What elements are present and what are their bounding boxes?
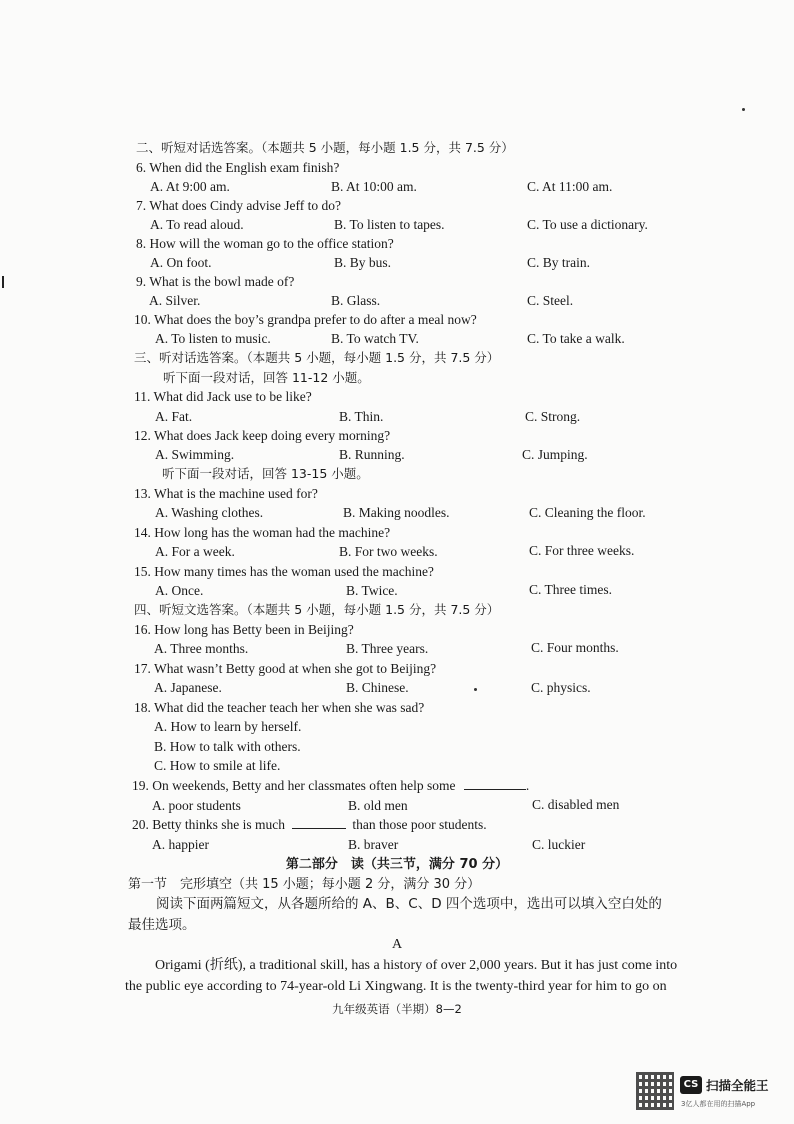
q18-option-a: A. How to learn by herself. xyxy=(154,719,302,734)
scan-speck xyxy=(474,688,477,691)
q19-option-c: C. disabled men xyxy=(532,797,620,812)
q11-option-c: C. Strong. xyxy=(525,409,581,424)
q11-option-b: B. Thin. xyxy=(339,409,384,424)
q20-option-b: B. braver xyxy=(348,837,399,852)
q13-option-b: B. Making noodles. xyxy=(343,505,450,520)
section4-heading: 四、听短文选答案。（本题共 5 小题，每小题 1.5 分，共 7.5 分） xyxy=(134,602,500,617)
question-10: 10. What does the boy’s grandpa prefer to do after a meal now? xyxy=(134,312,477,327)
part2-section1-heading: 第一节 完形填空（共 15 小题；每小题 2 分，满分 30 分） xyxy=(128,877,481,892)
q17-option-b: B. Chinese. xyxy=(346,680,409,695)
question-7: 7. What does Cindy advise Jeff to do? xyxy=(136,198,341,213)
q16-option-a: A. Three months. xyxy=(154,641,249,656)
camscanner-logo: CS xyxy=(680,1076,702,1094)
q17-option-c: C. physics. xyxy=(531,680,591,695)
q7-option-a: A. To read aloud. xyxy=(150,217,244,232)
camscanner-tagline: 3亿人都在用的扫描App xyxy=(681,1100,756,1108)
question-16: 16. How long has Betty been in Beijing? xyxy=(134,622,354,637)
section3-sub1: 听下面一段对话，回答 11-12 小题。 xyxy=(163,370,370,385)
q17-option-a: A. Japanese. xyxy=(154,680,222,695)
scan-speck xyxy=(742,108,745,111)
q12-option-c: C. Jumping. xyxy=(522,447,588,462)
question-20 xyxy=(132,816,487,833)
q20-option-a: A. happier xyxy=(152,837,209,852)
section2-heading: 二、听短对话选答案。（本题共 5 小题，每小题 1.5 分，共 7.5 分） xyxy=(136,140,514,155)
q11-option-a: A. Fat. xyxy=(155,409,193,424)
question-11: 11. What did Jack use to be like? xyxy=(134,389,312,404)
page-footer: 九年级英语（半期）8—2 xyxy=(332,1002,462,1016)
question-9: 9. What is the bowl made of? xyxy=(136,274,295,289)
camscanner-name: 扫描全能王 xyxy=(706,1078,769,1093)
question-15: 15. How many times has the woman used the machine? xyxy=(134,564,434,579)
qr-code-icon xyxy=(636,1072,674,1110)
q19-option-b: B. old men xyxy=(348,798,408,813)
q19-option-a: A. poor students xyxy=(152,798,241,813)
q14-option-a: A. For a week. xyxy=(155,544,235,559)
question-13: 13. What is the machine used for? xyxy=(134,486,318,501)
question-14: 14. How long has the woman had the machine? xyxy=(134,525,391,540)
q16-option-b: B. Three years. xyxy=(346,641,429,656)
scan-edge-mark xyxy=(2,276,4,288)
cloze-instruction-line1: 阅读下面两篇短文，从各题所给的 A、B、C、D 四个选项中，选出可以填入空白处的 xyxy=(156,896,662,912)
q9-option-b: B. Glass. xyxy=(331,293,381,308)
q19-end: . xyxy=(525,778,530,793)
q19-text: 19. On weekends, Betty and her classmates often help some xyxy=(132,778,456,793)
question-17: 17. What wasn’t Betty good at when she got to Beijing? xyxy=(134,661,437,676)
q20-end: than those poor students. xyxy=(352,817,487,832)
q13-option-a: A. Washing clothes. xyxy=(155,505,264,520)
section3-sub2: 听下面一段对话，回答 13-15 小题。 xyxy=(162,466,369,481)
q7-option-b: B. To listen to tapes. xyxy=(334,217,445,232)
passage-label: A xyxy=(391,937,403,952)
q15-option-a: A. Once. xyxy=(155,583,204,598)
question-19 xyxy=(132,777,529,794)
q8-option-a: A. On foot. xyxy=(150,255,212,270)
q15-option-b: B. Twice. xyxy=(346,583,398,598)
q8-option-b: B. By bus. xyxy=(334,255,392,270)
question-12: 12. What does Jack keep doing every morning? xyxy=(134,428,391,443)
q15-option-c: C. Three times. xyxy=(529,582,612,597)
part2-heading: 第二部分 读（共三节，满分 70 分） xyxy=(285,857,509,872)
q8-option-c: C. By train. xyxy=(527,255,590,270)
q12-option-b: B. Running. xyxy=(339,447,405,462)
passage-line2: the public eye according to 74-year-old Li Xingwang. It is the twenty-third year for him to go on xyxy=(125,979,667,994)
q19-blank xyxy=(464,777,526,790)
q7-option-c: C. To use a dictionary. xyxy=(527,217,648,232)
q20-option-c: C. luckier xyxy=(532,837,586,852)
cloze-instruction-line2: 最佳选项。 xyxy=(128,917,196,933)
q9-option-a: A. Silver. xyxy=(149,293,201,308)
q6-option-a: A. At 9:00 am. xyxy=(150,179,230,194)
q9-option-c: C. Steel. xyxy=(527,293,574,308)
q10-option-b: B. To watch TV. xyxy=(331,331,419,346)
q13-option-c: C. Cleaning the floor. xyxy=(529,505,646,520)
q20-text: 20. Betty thinks she is much xyxy=(132,817,285,832)
q18-option-c: C. How to smile at life. xyxy=(154,758,281,773)
q12-option-a: A. Swimming. xyxy=(155,447,235,462)
q6-option-c: C. At 11:00 am. xyxy=(527,179,613,194)
q20-blank xyxy=(292,816,346,829)
q10-option-a: A. To listen to music. xyxy=(155,331,271,346)
q18-option-b: B. How to talk with others. xyxy=(154,739,301,754)
q6-option-b: B. At 10:00 am. xyxy=(331,179,417,194)
q14-option-b: B. For two weeks. xyxy=(339,544,438,559)
question-18: 18. What did the teacher teach her when she was sad? xyxy=(134,700,425,715)
question-6: 6. When did the English exam finish? xyxy=(136,160,340,175)
section3-heading: 三、听对话选答案。（本题共 5 小题，每小题 1.5 分，共 7.5 分） xyxy=(134,350,500,365)
passage-line1: Origami (折纸), a traditional skill, has a history of over 2,000 years. But it has just come into xyxy=(155,958,678,973)
question-8: 8. How will the woman go to the office station? xyxy=(136,236,394,251)
q10-option-c: C. To take a walk. xyxy=(527,331,625,346)
q14-option-c: C. For three weeks. xyxy=(529,543,635,558)
q16-option-c: C. Four months. xyxy=(531,640,619,655)
